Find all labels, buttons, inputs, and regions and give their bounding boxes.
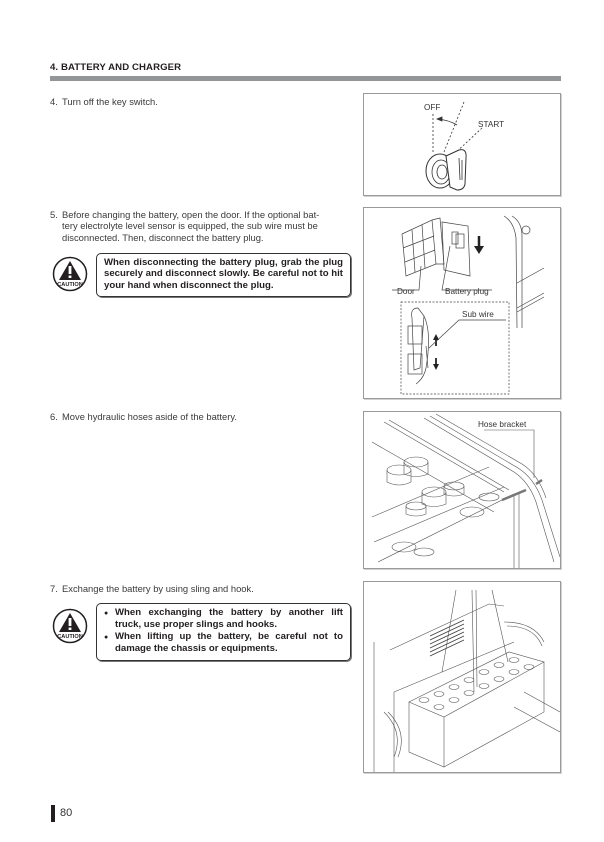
step-text-line-1: Before changing the battery, open the door. If the optional bat- bbox=[62, 209, 320, 220]
bullet-icon: ● bbox=[104, 633, 109, 641]
page-marker bbox=[51, 805, 55, 822]
svg-text:CAUTION: CAUTION bbox=[57, 634, 83, 640]
step-7 bbox=[50, 583, 350, 594]
page-number: 80 bbox=[60, 807, 73, 819]
caution-icon bbox=[52, 256, 88, 297]
step-4 bbox=[50, 96, 350, 107]
sub-wire-label: Sub wire bbox=[462, 310, 494, 319]
hose-bracket-figure bbox=[363, 411, 561, 569]
battery-plug-illustration bbox=[364, 208, 560, 398]
step-text: Exchange the battery by using sling and hook. bbox=[62, 583, 254, 594]
bullet-icon: ● bbox=[104, 610, 109, 617]
step-text-line-2: tery electrolyte level sensor is equipped, the sub wire must be bbox=[62, 220, 318, 232]
step-text: Move hydraulic hoses aside of the battery. bbox=[62, 411, 237, 422]
step-text-line-3: disconnected. Then, disconnect the battery plug. bbox=[62, 231, 264, 243]
step-5 bbox=[50, 209, 352, 243]
battery-plug-label: Battery plug bbox=[445, 287, 489, 296]
caution-bullet: ● When lifting up the battery, be careful not to damage the chassis or equipments. bbox=[104, 630, 343, 655]
step-text: Turn off the key switch. bbox=[62, 96, 158, 107]
caution-bullet-list bbox=[104, 607, 343, 655]
caution-box-battery-exchange bbox=[96, 603, 351, 661]
caution-text: When disconnecting the battery plug, grab the plug securely and disconnect slowly. Be careful not to hit your hand when disconnect the plug. bbox=[104, 257, 343, 291]
battery-sling-figure bbox=[363, 581, 561, 773]
step-number: 6. bbox=[50, 411, 58, 422]
section-title-bar bbox=[50, 76, 561, 81]
battery-sling-illustration bbox=[364, 582, 560, 772]
battery-plug-figure bbox=[363, 207, 561, 399]
section-title: 4. BATTERY AND CHARGER bbox=[50, 62, 182, 73]
key-switch-figure bbox=[363, 93, 561, 196]
caution-box-battery-plug bbox=[96, 253, 351, 297]
caution-bullet: ● When exchanging the battery by another lift truck, use proper slings and hooks. bbox=[104, 607, 343, 631]
off-label: OFF bbox=[424, 103, 441, 112]
step-6 bbox=[50, 411, 350, 422]
svg-text:CAUTION: CAUTION bbox=[57, 282, 83, 288]
step-number: 7. bbox=[50, 583, 58, 594]
door-label: Door bbox=[397, 287, 415, 296]
step-number: 4. bbox=[50, 96, 58, 107]
hose-bracket-label: Hose bracket bbox=[478, 420, 527, 429]
start-label: START bbox=[478, 120, 505, 129]
step-number: 5. bbox=[50, 209, 58, 220]
hose-bracket-illustration bbox=[364, 412, 560, 568]
caution-icon bbox=[52, 608, 88, 649]
key-switch-illustration bbox=[364, 94, 560, 195]
